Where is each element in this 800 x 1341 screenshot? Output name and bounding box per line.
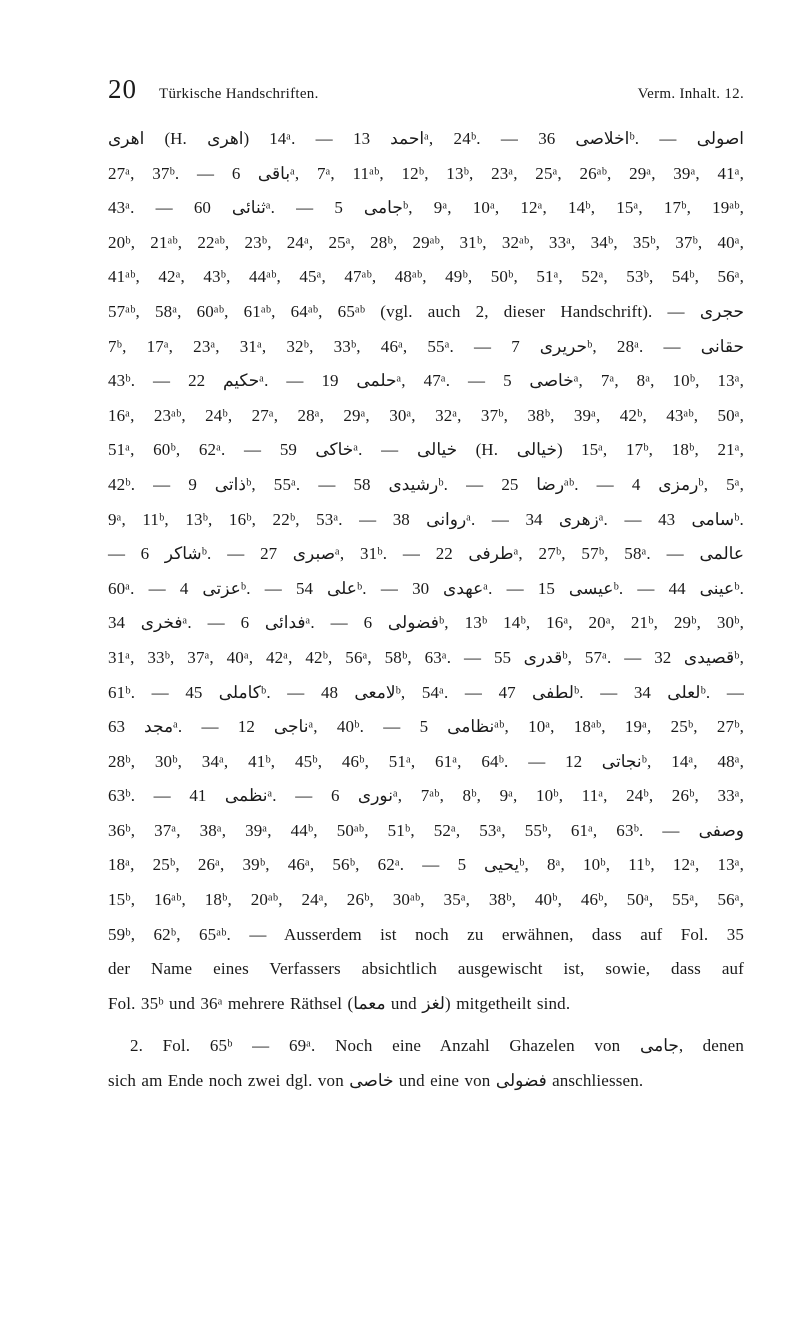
text-line: 16ᵃ, 23ᵃᵇ, 24ᵇ, 27ᵃ, 28ᵃ, 29ᵃ, 30ᵃ, 32ᵃ, 37ᵇ, 38ᵇ, 39ᵃ, 42ᵇ, 43ᵃᵇ, 50ᵃ,	[108, 405, 744, 425]
text-line: 20ᵇ, 21ᵃᵇ, 22ᵃᵇ, 23ᵇ, 24ᵃ, 25ᵃ, 28ᵇ, 29ᵃᵇ, 31ᵇ, 32ᵃᵇ, 33ᵃ, 34ᵇ, 35ᵇ, 37ᵇ, 40ᵃ,	[108, 232, 744, 252]
text-line: 27ᵃ, 37ᵇ. — باقی 6ᵃ, 7ᵃ, 11ᵃᵇ, 12ᵇ, 13ᵇ, 23ᵃ, 25ᵃ, 26ᵃᵇ, 29ᵃ, 39ᵃ, 41ᵃ,	[108, 163, 744, 183]
text-line: — شاکر 6ᵇ. — صبری 27ᵃ, 31ᵇ. — طرفی 22ᵃ, 27ᵇ, 57ᵇ, 58ᵃ. — عالمی	[108, 544, 744, 564]
text-line: 15ᵇ, 16ᵃᵇ, 18ᵇ, 20ᵃᵇ, 24ᵃ, 26ᵇ, 30ᵃᵇ, 35ᵃ, 38ᵇ, 40ᵇ, 46ᵇ, 50ᵃ, 55ᵃ, 56ᵃ,	[108, 890, 744, 910]
text-line: 7ᵇ, 17ᵃ, 23ᵃ, 31ᵃ, 32ᵇ, 33ᵇ, 46ᵃ, 55ᵃ. — حریری 7ᵇ, 28ᵃ. — حقانی	[108, 336, 744, 356]
text-line: 18ᵃ, 25ᵇ, 26ᵃ, 39ᵇ, 46ᵃ, 56ᵇ, 62ᵃ. — یحیی 5ᵇ, 8ᵃ, 10ᵇ, 11ᵇ, 12ᵃ, 13ᵃ,	[108, 855, 744, 875]
section-title: Verm. Inhalt. 12.	[637, 86, 744, 102]
text-line: 60ᵃ. — عزتی 4ᵇ. — علی 54ᵇ. — عهدی 30ᵃ. — عیسی 15ᵇ. — عینی 44ᵇ.	[108, 578, 745, 598]
text-line: Fol. 35ᵇ und 36ᵃ mehrere Räthsel (معما und لغز) mitgetheilt sind.	[108, 993, 571, 1013]
text-line: 63ᵇ. — نظمی 41ᵃ. — نوری 6ᵃ, 7ᵃᵇ, 8ᵇ, 9ᵃ, 10ᵇ, 11ᵃ, 24ᵇ, 26ᵇ, 33ᵃ,	[108, 786, 744, 806]
text-line: 59ᵇ, 62ᵇ, 65ᵃᵇ. — Ausserdem ist noch zu erwähnen, dass auf Fol. 35	[108, 924, 744, 944]
text-line: فخری 34ᵃ. — فدائی 6ᵃ. — فضولی 6ᵇ, 13ᵇ 14ᵇ, 16ᵃ, 20ᵃ, 21ᵇ, 29ᵇ, 30ᵇ,	[108, 613, 744, 633]
running-head-left	[108, 74, 319, 105]
running-head	[108, 74, 744, 110]
text-line: 43ᵇ. — حکیم 22ᵃ. — حلمی 19ᵃ, 47ᵃ. — خاصی 5ᵃ, 7ᵃ, 8ᵃ, 10ᵇ, 13ᵃ,	[108, 371, 745, 391]
text-line: 28ᵇ, 30ᵇ, 34ᵃ, 41ᵇ, 45ᵇ, 46ᵇ, 51ᵃ, 61ᵃ, 64ᵇ. — نجاتی 12ᵇ, 14ᵃ, 48ᵃ,	[108, 751, 744, 771]
page-number: 20	[108, 74, 137, 104]
text-line: der Name eines Verfassers absichtlich ausgewischt ist, sowie, dass auf	[108, 959, 744, 979]
text-line: 51ᵃ, 60ᵇ, 62ᵃ. — خاکی 59ᵃ. — خیالی (H. خیالی) 15ᵃ, 17ᵇ, 18ᵇ, 21ᵃ,	[108, 440, 744, 460]
text-line: 43ᵃ. — ثنائی 60ᵃ. — جامی 5ᵇ, 9ᵃ, 10ᵃ, 12ᵃ, 14ᵇ, 15ᵃ, 17ᵇ, 19ᵃᵇ,	[108, 198, 745, 218]
paragraph-2-line: sich am Ende noch zwei dgl. von خاصی und eine von فضولی anschliessen.	[108, 1071, 644, 1091]
paragraph-2-line: 2. Fol. 65ᵇ — 69ᵃ. Noch eine Anzahl Ghazelen von جامی, denen	[130, 1036, 744, 1056]
text-line: 57ᵃᵇ, 58ᵃ, 60ᵃᵇ, 61ᵃᵇ, 64ᵃᵇ, 65ᵃᵇ (vgl. auch 2, dieser Handschrift). — حجری	[108, 301, 744, 321]
text-line: اهری (H. اهری) 14ᵃ. — احمد 13ᵃ, 24ᵇ. — اخلاصی 36ᵇ. — اصولی	[108, 129, 745, 148]
text-line: مجد 63ᵃ. — ناجی 12ᵃ, 40ᵇ. — نظامی 5ᵃᵇ, 10ᵃ, 18ᵃᵇ, 19ᵃ, 25ᵇ, 27ᵇ,	[108, 717, 745, 737]
text-line: 31ᵃ, 33ᵇ, 37ᵃ, 40ᵃ, 42ᵃ, 42ᵇ, 56ᵃ, 58ᵇ, 63ᵃ. — قدری 55ᵇ, 57ᵃ. — قصیدی 32ᵇ,	[108, 647, 744, 667]
text-line: 36ᵇ, 37ᵃ, 38ᵃ, 39ᵃ, 44ᵇ, 50ᵃᵇ, 51ᵇ, 52ᵃ, 53ᵃ, 55ᵇ, 61ᵃ, 63ᵇ. — وصفی	[108, 820, 744, 840]
text-line: 9ᵃ, 11ᵇ, 13ᵇ, 16ᵇ, 22ᵇ, 53ᵃ. — روانی 38ᵃ. — زهری 34ᵃ. — سامی 43ᵇ.	[108, 509, 744, 529]
text-line: 41ᵃᵇ, 42ᵃ, 43ᵇ, 44ᵃᵇ, 45ᵃ, 47ᵃᵇ, 48ᵃᵇ, 49ᵇ, 50ᵇ, 51ᵃ, 52ᵃ, 53ᵇ, 54ᵇ, 56ᵃ,	[108, 267, 744, 287]
body-text	[108, 122, 744, 1099]
text-line: 61ᵇ. — کاملی 45ᵇ. — لامعی 48ᵇ, 54ᵃ. — لطفی 47ᵇ. — لعلی 34ᵇ. —	[108, 682, 744, 702]
text-line: 42ᵇ. — ذاتی 9ᵇ, 55ᵃ. — رشیدی 58ᵇ. — رضا 25ᵃᵇ. — رمزی 4ᵇ, 5ᵃ,	[108, 474, 744, 494]
book-title: Türkische Handschriften.	[159, 86, 319, 102]
